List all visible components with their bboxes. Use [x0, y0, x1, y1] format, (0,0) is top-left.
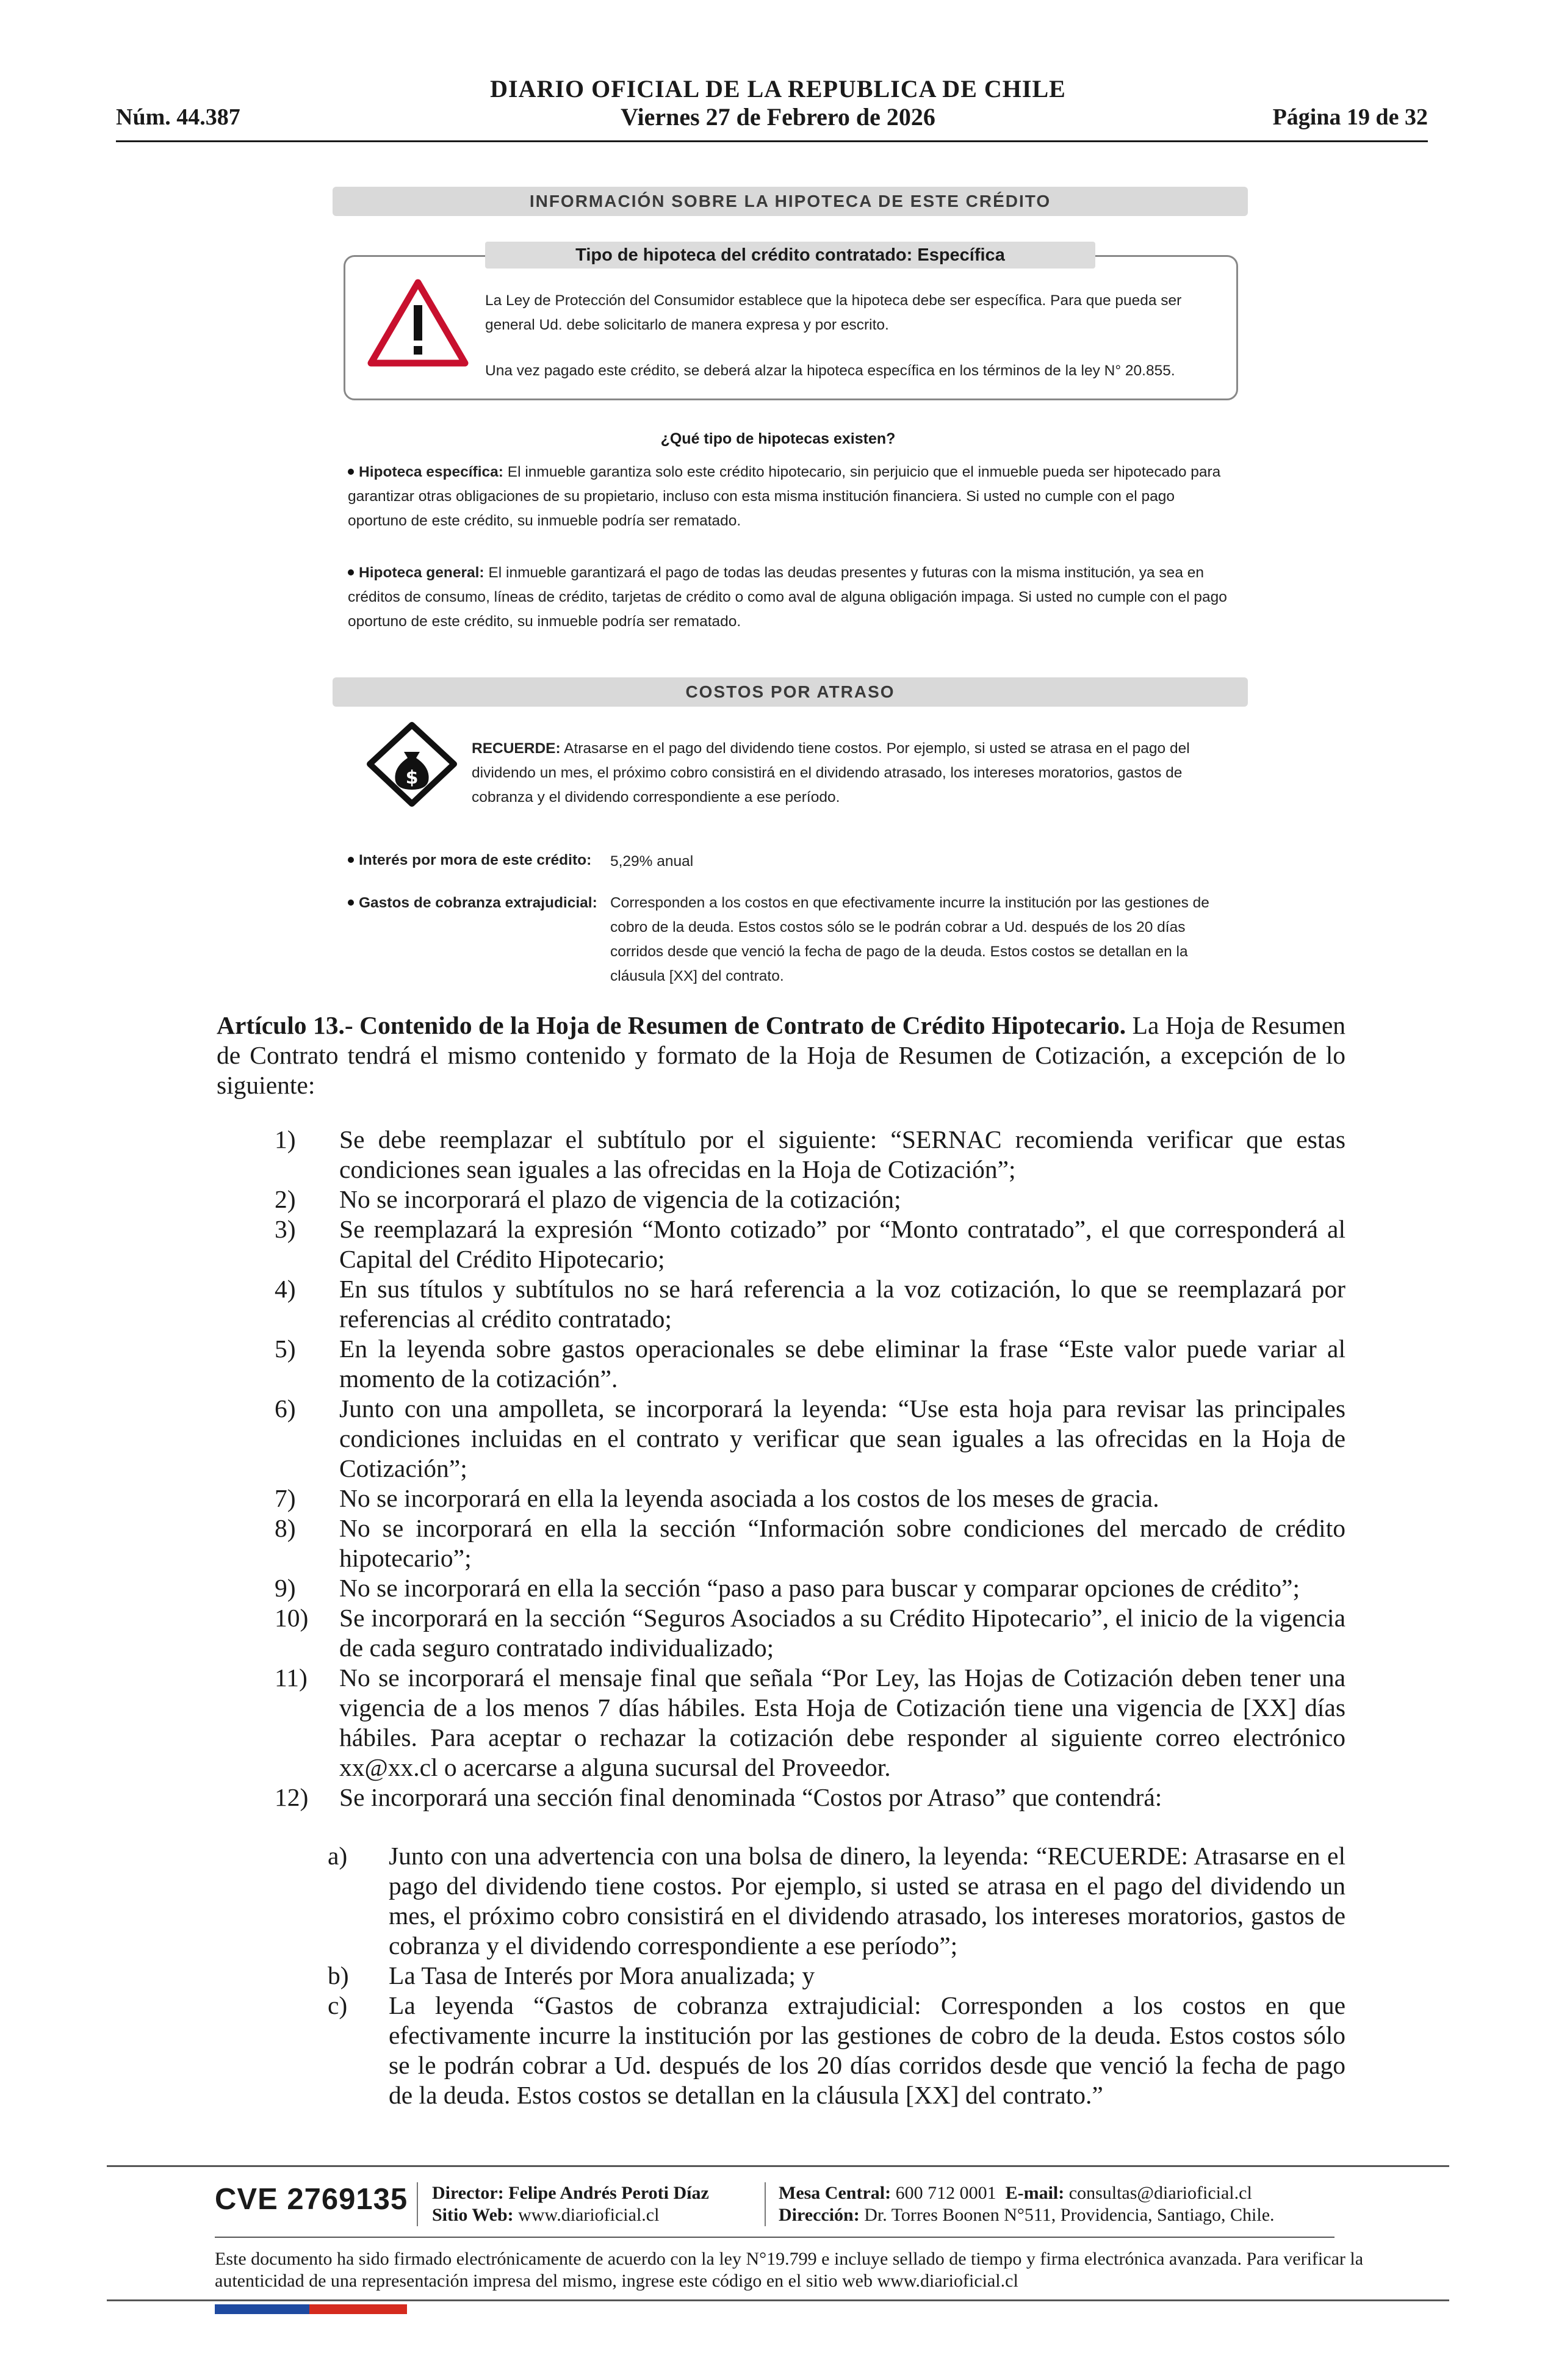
item-text: Se debe reemplazar el subtítulo por el siguiente: “SERNAC recomienda verificar que estas condiciones sean iguales a las ofrecidas en la Hoja de Cotización”;	[339, 1125, 1345, 1183]
warning-triangle-icon	[366, 278, 470, 369]
late-interest-label	[348, 848, 591, 873]
footer-rule-top	[107, 2165, 1449, 2167]
issue-date: Viernes 27 de Febrero de 2026	[621, 103, 935, 131]
footer-separator	[765, 2182, 766, 2226]
late-interest-label-text: Interés por mora de este crédito:	[359, 852, 592, 868]
type-text: El inmueble garantiza solo este crédito hipotecario, sin perjuicio que el inmueble pueda ser hipotecado para garantizar otras obligaciones de su propietario, incluso con esta misma institución financiera. Si usted no cumple con el pago oportuno de este crédito, su inmueble podría ser rematado.	[348, 464, 1221, 529]
money-bag-icon	[365, 720, 459, 809]
phone-label: Mesa Central:	[779, 2183, 891, 2203]
bullet-dot	[348, 569, 354, 575]
page-indicator: Página 19 de 32	[1272, 104, 1428, 130]
footer-director-block	[432, 2182, 709, 2226]
item-text: No se incorporará el plazo de vigencia de la cotización;	[339, 1185, 901, 1213]
bullet-dot	[348, 857, 354, 863]
list-item	[217, 1185, 1345, 1214]
svg-text:$: $	[405, 767, 419, 788]
sub-list-item	[217, 1961, 1345, 1991]
list-item	[217, 1513, 1345, 1573]
article-subitems-list	[217, 1841, 1345, 2110]
mortgage-info-bar: INFORMACIÓN SOBRE LA HIPOTECA DE ESTE CRÉDITO	[333, 187, 1248, 216]
newspaper-title: DIARIO OFICIAL DE LA REPUBLICA DE CHILE	[490, 75, 1066, 103]
article-heading: Artículo 13.- Contenido de la Hoja de Resumen de Contrato de Crédito Hipotecario.	[217, 1011, 1126, 1039]
item-number: 9)	[275, 1574, 296, 1602]
item-number: 12)	[275, 1783, 309, 1811]
type-text: El inmueble garantizará el pago de todas las deudas presentes y futuras con la misma institución, ya sea en créditos de consumo, líneas de crédito, tarjetas de crédito o como aval de alguna obligación impaga. Si usted no cumple con el pago oportuno de este crédito, su inmueble podría ser rematado.	[348, 564, 1227, 630]
reminder-text	[472, 737, 1234, 810]
subitem-letter: c)	[328, 1991, 348, 2019]
item-number: 5)	[275, 1335, 296, 1363]
footer-contact-block	[779, 2182, 1275, 2226]
article-intro: La Hoja de Resumen de Contrato tendrá el mismo contenido y formato de la Hoja de Resumen de Cotización, a excepción de lo siguiente:	[217, 1011, 1345, 1099]
list-item	[217, 1125, 1345, 1185]
item-number: 2)	[275, 1185, 296, 1213]
subitem-text: La Tasa de Interés por Mora anualizada; y	[389, 1961, 815, 1989]
collection-costs-label-text: Gastos de cobranza extrajudicial:	[359, 895, 597, 911]
late-costs-bar: COSTOS POR ATRASO	[333, 677, 1248, 707]
list-item	[217, 1274, 1345, 1334]
footer-separator	[417, 2182, 418, 2226]
list-item	[217, 1573, 1345, 1603]
item-number: 11)	[275, 1664, 308, 1692]
late-interest-value: 5,29% anual	[610, 853, 694, 870]
item-text: En sus títulos y subtítulos no se hará referencia a la voz cotización, lo que se reemplazará por referencias al crédito contratado;	[339, 1275, 1345, 1333]
item-text: Junto con una ampolleta, se incorporará la leyenda: “Use esta hoja para revisar las principales condiciones incluidas en el contrato y verificar que sean iguales a las ofrecidas en la Hoja de Cotización”;	[339, 1394, 1345, 1482]
warning-text-specific: La Ley de Protección del Consumidor establece que la hipoteca debe ser específica. Para que pueda ser general Ud. debe solicitarlo de manera expresa y por escrito.	[485, 292, 1182, 333]
reminder-label: RECUERDE:	[472, 740, 561, 757]
director-name: Felipe Andrés Peroti Díaz	[508, 2183, 709, 2203]
reminder-body: Atrasarse en el pago del dividendo tiene costos. Por ejemplo, si usted se atrasa en el pago del dividendo un mes, el próximo cobro consistirá en el dividendo atrasado, los intereses moratorios, gastos de cobranza y el dividendo correspondiente a ese período.	[472, 740, 1190, 806]
item-number: 3)	[275, 1215, 296, 1243]
sub-list-item	[217, 1841, 1345, 1961]
item-text: En la leyenda sobre gastos operacionales se debe eliminar la frase “Este valor puede variar al momento de la cotización”.	[339, 1335, 1345, 1393]
issue-number: Núm. 44.387	[116, 104, 240, 130]
list-item	[217, 1214, 1345, 1274]
article-items-list	[217, 1125, 1345, 1812]
footer-rule-bottom	[107, 2299, 1449, 2301]
item-text: No se incorporará en ella la sección “paso a paso para buscar y comparar opciones de crédito”;	[339, 1574, 1300, 1602]
sub-list-item	[217, 1991, 1345, 2110]
list-item	[217, 1334, 1345, 1394]
list-item	[217, 1394, 1345, 1484]
item-text: No se incorporará en ella la sección “Información sobre condiciones del mercado de crédito hipotecario”;	[339, 1514, 1345, 1572]
flag-stripe-blue	[215, 2304, 309, 2314]
mortgage-type-general	[348, 561, 1233, 634]
type-label: Hipoteca general:	[359, 564, 484, 581]
website-link[interactable]: www.diarioficial.cl	[518, 2205, 660, 2225]
subitem-text: La leyenda “Gastos de cobranza extrajudicial: Corresponden a los costos en que efectivamente incurre la institución por las gestiones de cobro de la deuda. Estos costos sólo se le podrán cobrar a Ud. después de los 20 días corridos desde que venció la fecha de pago de la deuda. Estos costos se detallan en la cláusula [XX] del contrato.”	[389, 1991, 1345, 2109]
mortgage-type-specific	[348, 460, 1233, 533]
email-link[interactable]: consultas@diarioficial.cl	[1068, 2183, 1252, 2203]
subitem-text: Junto con una advertencia con una bolsa de dinero, la leyenda: “RECUERDE: Atrasarse en el pago del dividendo tiene costos. Por ejemplo, si usted se atrasa en el pago del dividendo un mes, el próximo cobro consistirá en el dividendo atrasado, los intereses moratorios, gastos de cobranza y el dividendo correspondiente a ese período”;	[389, 1842, 1345, 1960]
warning-text-release: Una vez pagado este crédito, se deberá alzar la hipoteca específica en los términos de la ley N° 20.855.	[485, 362, 1175, 379]
item-number: 6)	[275, 1394, 296, 1423]
collection-costs-label	[348, 891, 597, 915]
item-number: 4)	[275, 1275, 296, 1303]
item-number: 1)	[275, 1125, 296, 1153]
website-label: Sitio Web:	[432, 2205, 514, 2225]
director-label: Director:	[432, 2183, 504, 2203]
email-label: E-mail:	[1005, 2183, 1065, 2203]
collection-costs-text: Corresponden a los costos en que efectivamente incurre la institución por las gestiones de cobro de la deuda. Estos costos sólo se le podrán cobrar a Ud. después de los 20 días corridos desde que venció la fecha de pago de la deuda. Estos costos se detallan en la cláusula [XX] del contrato.	[610, 895, 1209, 984]
mortgage-types-question: ¿Qué tipo de hipotecas existen?	[660, 430, 896, 447]
item-text: No se incorporará el mensaje final que señala “Por Ley, las Hojas de Cotización deben tener una vigencia de a los menos 7 días hábiles. Esta Hoja de Cotización tiene una vigencia de [XX] días hábiles. Para aceptar o rechazar la cotización debe responder al siguiente correo electrónico xx@xx.cl o acercarse a alguna sucursal del Proveedor.	[339, 1664, 1345, 1781]
item-text: No se incorporará en ella la leyenda asociada a los costos de los meses de gracia.	[339, 1484, 1159, 1512]
bullet-dot	[348, 469, 354, 475]
item-text: Se incorporará en la sección “Seguros Asociados a su Crédito Hipotecario”, el inicio de la vigencia de cada seguro contratado individualizado;	[339, 1604, 1345, 1662]
address-text: Dr. Torres Boonen N°511, Providencia, Santiago, Chile.	[864, 2205, 1275, 2225]
item-text: Se incorporará una sección final denominada “Costos por Atraso” que contendrá:	[339, 1783, 1162, 1811]
flag-stripe-red	[309, 2304, 407, 2314]
list-item	[217, 1783, 1345, 1812]
phone-number: 600 712 0001	[895, 2183, 996, 2203]
footer-rule-middle	[215, 2237, 1334, 2238]
article-paragraph	[217, 1011, 1345, 1100]
list-item	[217, 1484, 1345, 1513]
subitem-letter: b)	[328, 1961, 349, 1989]
item-number: 10)	[275, 1604, 309, 1632]
address-label: Dirección:	[779, 2205, 860, 2225]
item-text: Se reemplazará la expresión “Monto cotizado” por “Monto contratado”, el que corresponderá al Capital del Crédito Hipotecario;	[339, 1215, 1345, 1273]
subitem-letter: a)	[328, 1842, 348, 1870]
cve-code: CVE 2769135	[215, 2183, 408, 2216]
item-number: 8)	[275, 1514, 296, 1542]
mortgage-type-tab: Tipo de hipoteca del crédito contratado: Específica	[485, 242, 1095, 269]
bullet-dot	[348, 900, 354, 906]
signature-note: Este documento ha sido firmado electrónicamente de acuerdo con la ley N°19.799 e incluye sellado de tiempo y firma electrónica avanzada. Para verificar la autenticidad de una representación impresa del mismo, ingrese este código en el sitio web www.diarioficial.cl	[215, 2249, 1364, 2291]
item-number: 7)	[275, 1484, 296, 1512]
list-item	[217, 1663, 1345, 1783]
list-item	[217, 1603, 1345, 1663]
header-rule	[116, 140, 1428, 142]
type-label: Hipoteca específica:	[359, 464, 503, 480]
